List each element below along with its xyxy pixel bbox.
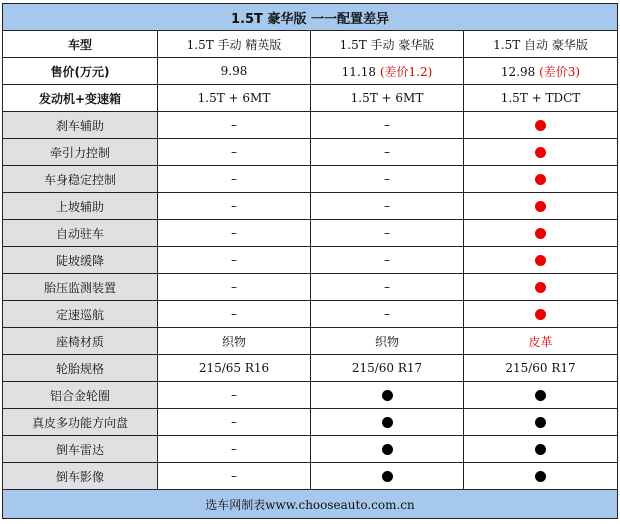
feature-label: 倒车影像: [3, 463, 158, 490]
feature-cell: [311, 409, 464, 436]
price-label: 售价(万元): [3, 58, 158, 85]
title-row: [3, 4, 618, 31]
feature-cell: [311, 139, 464, 166]
dash-mark: –: [384, 280, 390, 294]
model-name: 1.5T 自动 豪华版: [464, 31, 618, 58]
feature-cell: [464, 328, 618, 355]
engine-row: [3, 85, 618, 112]
tire-spec: 215/65 R16: [198, 361, 270, 375]
feature-cell: [158, 247, 311, 274]
feature-cell: [464, 220, 618, 247]
feature-label: 轮胎规格: [3, 355, 158, 382]
feature-cell: [464, 193, 618, 220]
dash-mark: –: [231, 226, 237, 240]
dash-mark: –: [231, 253, 237, 267]
feature-cell: [158, 382, 311, 409]
dash-mark: –: [231, 145, 237, 159]
dash-mark: –: [384, 172, 390, 186]
red-dot-icon: [535, 228, 546, 239]
feature-row: [3, 355, 618, 382]
price-cell: [311, 58, 464, 85]
feature-cell: [158, 301, 311, 328]
feature-cell: [464, 166, 618, 193]
dash-mark: –: [384, 253, 390, 267]
feature-label: 上坡辅助: [3, 193, 158, 220]
dash-mark: –: [384, 199, 390, 213]
price-row: [3, 58, 618, 85]
black-dot-icon: [535, 471, 546, 482]
black-dot-icon: [535, 444, 546, 455]
dash-mark: –: [384, 307, 390, 321]
feature-label: 倒车雷达: [3, 436, 158, 463]
feature-row: [3, 112, 618, 139]
feature-cell: [464, 382, 618, 409]
red-dot-icon: [535, 201, 546, 212]
dash-mark: –: [231, 442, 237, 456]
feature-cell: [464, 463, 618, 490]
feature-label: 真皮多功能方向盘: [3, 409, 158, 436]
feature-row: [3, 301, 618, 328]
dash-mark: –: [231, 199, 237, 213]
feature-label: 胎压监测装置: [3, 274, 158, 301]
feature-row: [3, 247, 618, 274]
feature-cell: [311, 193, 464, 220]
feature-label: 座椅材质: [3, 328, 158, 355]
feature-cell: [158, 193, 311, 220]
red-dot-icon: [535, 120, 546, 131]
feature-cell: [311, 436, 464, 463]
model-row: [3, 31, 618, 58]
feature-cell: [158, 436, 311, 463]
red-dot-icon: [535, 309, 546, 320]
price-value: 11.18: [341, 64, 377, 79]
engine-label: 发动机+变速箱: [3, 85, 158, 112]
feature-cell: [158, 220, 311, 247]
feature-row: [3, 220, 618, 247]
feature-row: [3, 139, 618, 166]
feature-cell: [158, 166, 311, 193]
material-value: 织物: [221, 334, 246, 349]
feature-row: [3, 436, 618, 463]
feature-cell: [464, 301, 618, 328]
feature-cell: [311, 274, 464, 301]
footer-prefix: 选车网制表: [205, 497, 266, 512]
red-dot-icon: [535, 255, 546, 266]
material-value: 织物: [374, 334, 399, 349]
feature-cell: [158, 409, 311, 436]
red-dot-icon: [535, 147, 546, 158]
price-diff: (差价3): [539, 64, 581, 79]
dash-mark: –: [231, 388, 237, 402]
black-dot-icon: [382, 390, 393, 401]
feature-row: [3, 193, 618, 220]
feature-row: [3, 463, 618, 490]
feature-cell: [311, 463, 464, 490]
dash-mark: –: [384, 145, 390, 159]
dash-mark: –: [384, 226, 390, 240]
feature-label: 牵引力控制: [3, 139, 158, 166]
model-name: 1.5T 手动 豪华版: [311, 31, 464, 58]
feature-cell: [311, 382, 464, 409]
feature-label: 定速巡航: [3, 301, 158, 328]
feature-cell: [464, 247, 618, 274]
feature-cell: [311, 301, 464, 328]
feature-cell: [464, 274, 618, 301]
price-diff: (差价1.2): [379, 64, 433, 79]
price-value: 12.98: [500, 64, 536, 79]
feature-cell: [158, 463, 311, 490]
feature-cell: [158, 328, 311, 355]
feature-cell: [158, 274, 311, 301]
dash-mark: –: [231, 469, 237, 483]
footer-url: www.chooseauto.com.cn: [265, 497, 415, 512]
feature-cell: [311, 247, 464, 274]
feature-cell: [158, 355, 311, 382]
feature-cell: [464, 409, 618, 436]
feature-cell: [311, 166, 464, 193]
feature-cell: [311, 355, 464, 382]
feature-cell: [158, 112, 311, 139]
model-name: 1.5T 手动 精英版: [158, 31, 311, 58]
dash-mark: –: [231, 307, 237, 321]
model-label: 车型: [3, 31, 158, 58]
material-value: 皮革: [528, 334, 553, 349]
feature-cell: [464, 355, 618, 382]
black-dot-icon: [382, 471, 393, 482]
red-dot-icon: [535, 174, 546, 185]
red-dot-icon: [535, 282, 546, 293]
feature-row: [3, 409, 618, 436]
footer-row: [3, 490, 618, 519]
tire-spec: 215/60 R17: [505, 361, 576, 375]
feature-row: [3, 274, 618, 301]
feature-row: [3, 382, 618, 409]
engine-value: 1.5T + TDCT: [464, 85, 618, 112]
black-dot-icon: [382, 444, 393, 455]
feature-cell: [158, 139, 311, 166]
feature-label: 陡坡缓降: [3, 247, 158, 274]
black-dot-icon: [535, 390, 546, 401]
feature-label: 铝合金轮圈: [3, 382, 158, 409]
dash-mark: –: [231, 172, 237, 186]
config-table: [2, 3, 618, 519]
price-cell: [158, 58, 311, 85]
engine-value: 1.5T + 6MT: [311, 85, 464, 112]
dash-mark: –: [384, 118, 390, 132]
footer-credit: [3, 490, 618, 519]
feature-cell: [464, 112, 618, 139]
feature-cell: [311, 112, 464, 139]
dash-mark: –: [231, 118, 237, 132]
black-dot-icon: [535, 417, 546, 428]
dash-mark: –: [231, 280, 237, 294]
black-dot-icon: [382, 417, 393, 428]
feature-row: [3, 328, 618, 355]
feature-cell: [311, 220, 464, 247]
feature-cell: [311, 328, 464, 355]
table-title: 1.5T 豪华版 一一配置差异: [3, 4, 618, 31]
feature-cell: [464, 139, 618, 166]
dash-mark: –: [231, 415, 237, 429]
feature-row: [3, 166, 618, 193]
price-value: 9.98: [220, 64, 248, 78]
feature-label: 自动驻车: [3, 220, 158, 247]
feature-label: 刹车辅助: [3, 112, 158, 139]
engine-value: 1.5T + 6MT: [158, 85, 311, 112]
price-cell: [464, 58, 618, 85]
feature-cell: [464, 436, 618, 463]
tire-spec: 215/60 R17: [351, 361, 423, 375]
feature-label: 车身稳定控制: [3, 166, 158, 193]
